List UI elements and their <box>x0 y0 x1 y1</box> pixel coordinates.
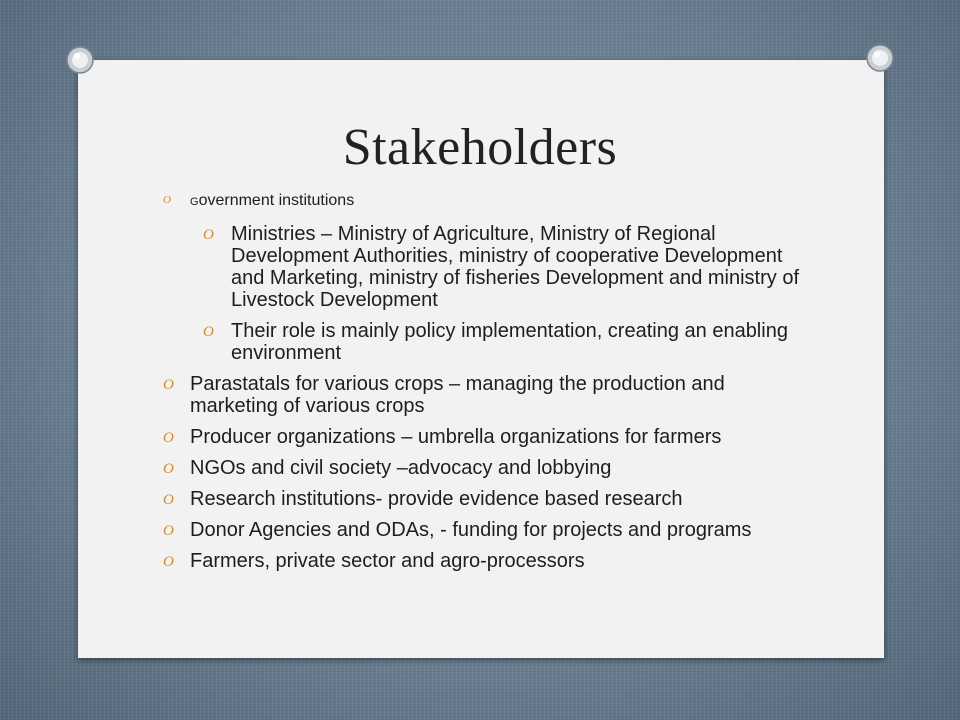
list-item <box>163 488 803 510</box>
bullet-icon: O <box>203 324 214 340</box>
list-item-text: Parastatals for various crops – managing the production and marketing of various crops <box>190 373 725 417</box>
list-item <box>163 373 803 417</box>
bullet-icon: O <box>163 492 174 508</box>
list-item-text: Research institutions- provide evidence based research <box>190 488 683 510</box>
list-item-prefix: G <box>190 196 199 208</box>
slide-title: Stakeholders <box>342 119 618 176</box>
list-item-text: Farmers, private sector and agro-processors <box>190 550 585 572</box>
bullet-icon: O <box>163 523 174 539</box>
pushpin-icon <box>62 42 98 78</box>
list-item <box>163 519 803 541</box>
list-item <box>163 550 803 572</box>
list-item-text: overnment institutions <box>198 192 355 209</box>
bullet-icon: O <box>163 194 171 206</box>
bullet-list <box>163 190 803 581</box>
list-item-text: NGOs and civil society –advocacy and lobbying <box>190 457 612 479</box>
bullet-icon: O <box>163 430 174 446</box>
list-item <box>163 426 803 448</box>
list-item-text: Producer organizations – umbrella organizations for farmers <box>190 426 722 448</box>
list-item <box>163 457 803 479</box>
bullet-icon: O <box>163 461 174 477</box>
list-item <box>163 190 803 213</box>
list-item <box>163 320 803 364</box>
bullet-icon: O <box>203 227 214 243</box>
list-item-text: Ministries – Ministry of Agriculture, Ministry of Regional Development Authorities, ministry of cooperative Development and Marketing, ministry of fisheries Development and ministry of Livestock Development <box>231 223 800 311</box>
list-item-text: Their role is mainly policy implementation, creating an enabling environment <box>231 320 788 364</box>
list-item <box>163 223 803 311</box>
bullet-icon: O <box>163 554 174 570</box>
bullet-icon: O <box>163 377 174 393</box>
list-item-text: Donor Agencies and ODAs, - funding for projects and programs <box>190 519 752 541</box>
pushpin-icon <box>862 40 898 76</box>
